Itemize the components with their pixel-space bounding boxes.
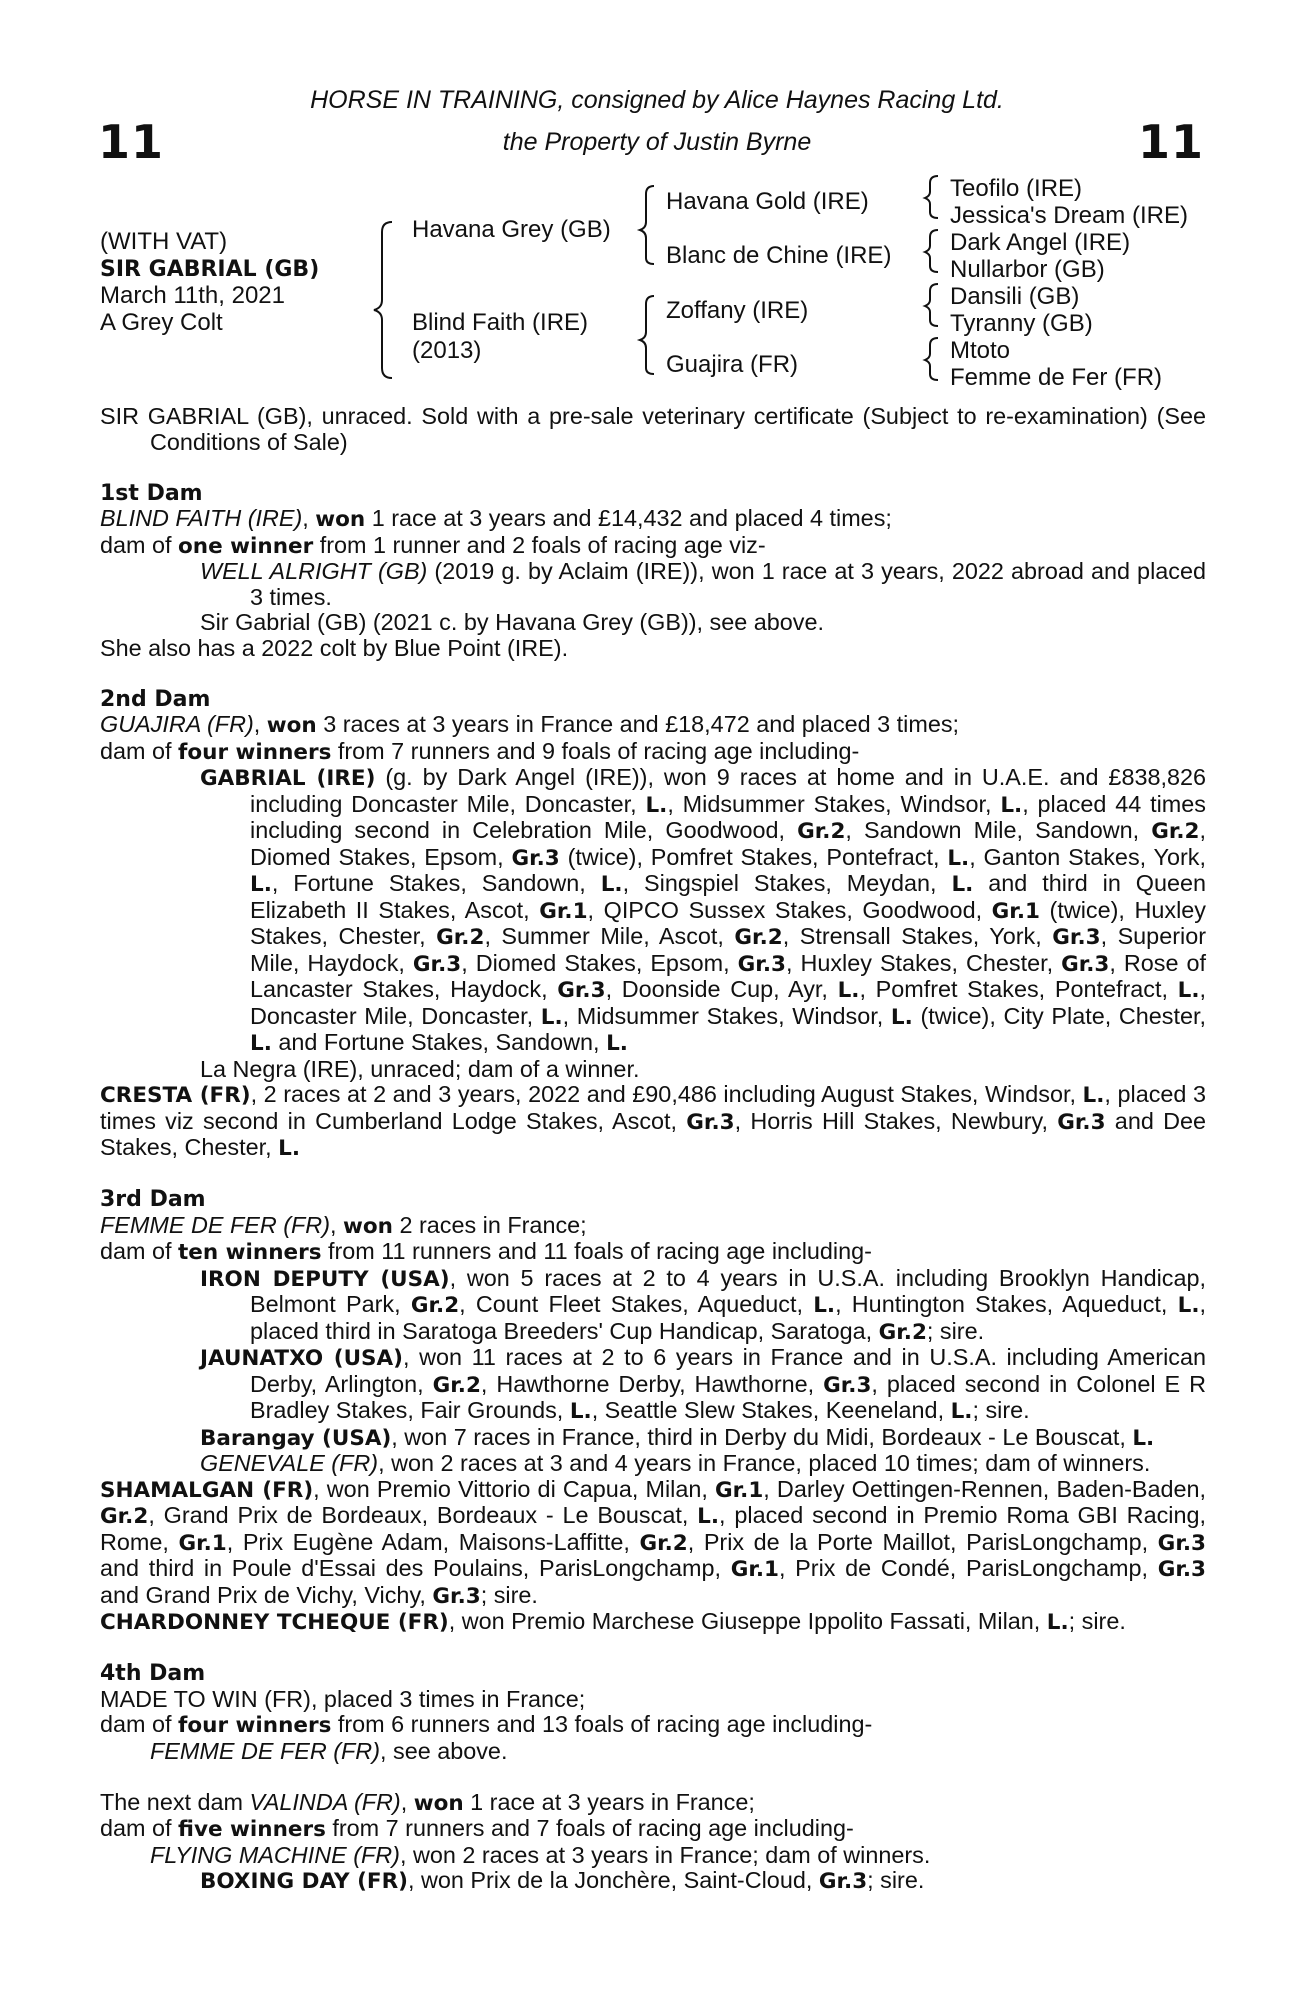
text-run: , won Prix de la Jonchère, Saint-Cloud, [407, 1867, 819, 1893]
dam-sections [100, 455, 1206, 1895]
horse-description: A Grey Colt [100, 309, 223, 336]
text-run: from 6 runners and 13 foals of racing age including- [331, 1711, 873, 1737]
text-run: dam of [100, 1815, 179, 1841]
ggp-mtoto: Mtoto [950, 337, 1011, 364]
text-run: from 7 runners and 9 foals of racing age including- [331, 737, 860, 764]
bold-text: SHAMALGAN (FR) [100, 1477, 314, 1503]
bold-text: Gr.3 [1052, 925, 1101, 950]
bold-text: Gr.2 [432, 1372, 481, 1398]
text-run: and Dee Stakes, Chester, [100, 1107, 1206, 1160]
text-run: ; sire. [867, 1867, 925, 1893]
bold-text: won [343, 1213, 393, 1239]
consignor-line: HORSE IN TRAINING, consigned by Alice Haynes Racing Ltd. [310, 86, 1004, 114]
section-heading: 4th Dam [100, 1661, 206, 1686]
text-run: , Midsummer Stakes, Windsor, [562, 1002, 891, 1029]
text-run: , won 2 races at 3 years in France; dam of winners. [399, 1841, 931, 1868]
section-spacer [100, 455, 1206, 481]
bold-text: BOXING DAY (FR) [200, 1869, 408, 1894]
section-heading: 1st Dam [100, 480, 203, 506]
text-run: , won Premio Marchese Giuseppe Ippolito Fassati, Milan, [448, 1608, 1047, 1634]
lot-number-right: 11 [1137, 115, 1204, 169]
text-run: (twice), City Plate, Chester, [912, 1002, 1206, 1029]
text-run: and Grand Prix de Vichy, Vichy, [100, 1581, 433, 1608]
text-run: dam of [100, 737, 179, 764]
text-run: dam of [100, 531, 179, 558]
italic-name: FLYING MACHINE (FR) [150, 1841, 400, 1868]
pedigree-entry [100, 1609, 1206, 1636]
text-run: 1 race at 3 years and £14,432 and placed 4 times; [365, 505, 892, 531]
dam-name: Blind Faith (IRE) [412, 309, 589, 336]
pedigree-entry [100, 1739, 1206, 1765]
bold-text: ten winners [178, 1240, 322, 1265]
text-run: Sir Gabrial (GB) (2021 c. by Havana Grey (GB)), see above. [200, 609, 824, 635]
text-run: , Doncaster Mile, Doncaster, [250, 976, 1207, 1029]
pedigree-entry [100, 765, 1206, 1057]
bold-text: four winners [178, 739, 332, 765]
pedigree-entry [100, 636, 1206, 662]
bold-text: Gr.3 [737, 951, 786, 977]
bold-text: one winner [178, 533, 314, 559]
bold-text: Gr.1 [539, 898, 588, 924]
text-run: , Darley Oettingen-Rennen, Baden-Baden, [763, 1475, 1206, 1502]
bold-text: Gr.2 [797, 819, 846, 844]
bold-text: CHARDONNEY TCHEQUE (FR) [100, 1610, 449, 1635]
pedigree-entry [100, 1057, 1206, 1083]
pedigree-entry [100, 506, 1206, 533]
text-run: from 11 runners and 11 foals of racing age including- [321, 1238, 872, 1264]
italic-name: FEMME DE FER (FR) [150, 1737, 380, 1764]
text-run: , Sandown Mile, Sandown, [845, 817, 1152, 843]
bold-text: L. [813, 1293, 836, 1318]
bold-text: Gr.3 [686, 1109, 735, 1135]
dam-section [100, 1790, 1206, 1895]
bold-text: Gr.1 [178, 1530, 227, 1556]
text-run: , [400, 1788, 414, 1815]
pedigree-entry [100, 1868, 1206, 1895]
ggp-femme-de-fer: Femme de Fer (FR) [950, 364, 1163, 391]
bold-text: L. [250, 872, 272, 897]
bold-text: Gr.1 [714, 1477, 764, 1503]
text-run: , Ganton Stakes, York, [969, 843, 1206, 870]
pedigree-entry [100, 1477, 1206, 1610]
pedigree-entry [100, 1266, 1206, 1346]
text-run: , Seattle Slew Stakes, Keeneland, [591, 1397, 951, 1423]
bold-text: Barangay (USA) [200, 1425, 392, 1451]
pedigree-entry [100, 1687, 1206, 1713]
text-run: (twice), Huxley Stakes, Chester, [250, 896, 1206, 949]
bold-text: Gr.3 [412, 951, 462, 977]
text-run: , Prix de la Porte Maillot, ParisLongchamp, [687, 1528, 1158, 1555]
text-run: dam of [100, 1238, 179, 1264]
pedigree-entry [100, 1345, 1206, 1425]
text-run: , Summer Mile, Ascot, [484, 923, 735, 949]
text-run: , won 11 races at 2 to 6 years in France and in U.S.A. including American Derby, Arlington, [250, 1344, 1206, 1397]
bold-text: won [315, 507, 366, 532]
text-run: 2 races in France; [392, 1211, 587, 1238]
text-run: , placed second in Colonel E R Bradley Stakes, Fair Grounds, [250, 1370, 1206, 1423]
bold-text: Gr.3 [432, 1583, 481, 1609]
pedigree-entry [100, 1425, 1206, 1452]
text-run: , Diomed Stakes, Epsom, [250, 817, 1206, 870]
section-spacer [100, 1764, 1206, 1790]
bold-text: Gr.3 [823, 1372, 872, 1398]
text-run: , Huntington Stakes, Aqueduct, [835, 1291, 1178, 1317]
bold-text: L. [1177, 978, 1200, 1003]
pedigree-entry [100, 1790, 1206, 1817]
bold-text: L. [950, 1399, 973, 1424]
text-run: , Prix de Condé, ParisLongchamp, [779, 1555, 1158, 1581]
text-run: La Negra (IRE), unraced; dam of a winner. [200, 1055, 640, 1082]
text-run: ; sire. [972, 1397, 1030, 1423]
bold-text: GABRIAL (IRE) [200, 766, 376, 791]
bold-text: Gr.3 [1061, 951, 1110, 977]
bold-text: L. [278, 1136, 300, 1161]
text-run: , won Premio Vittorio di Capua, Milan, [313, 1475, 715, 1502]
text-run: , Grand Prix de Bordeaux, Bordeaux - Le Bouscat, [148, 1502, 698, 1528]
text-run: , won 2 races at 3 and 4 years in France, placed 10 times; dam of winners. [378, 1450, 1151, 1476]
bold-text: Gr.2 [639, 1530, 688, 1556]
bold-text: L. [1000, 792, 1023, 818]
text-run: , Midsummer Stakes, Windsor, [667, 790, 1001, 817]
bold-text: L. [250, 1031, 272, 1056]
bold-text: L. [600, 872, 623, 897]
sire-name: Havana Grey (GB) [412, 216, 611, 243]
lot-number-left: 11 [98, 115, 165, 169]
text-run: from 7 runners and 7 foals of racing age including- [325, 1815, 854, 1841]
intro-paragraph: SIR GABRIAL (GB), unraced. Sold with a pre-sale veterinary certificate (Subject to re-examination) (See Conditions of Sale) [100, 403, 1206, 455]
bold-text: L. [1082, 1083, 1105, 1108]
text-run: , see above. [380, 1737, 508, 1764]
bold-text: Gr.3 [511, 845, 560, 871]
bold-text: L. [1132, 1425, 1155, 1451]
text-run: dam of [100, 1711, 179, 1737]
text-run: , 2 races at 2 and 3 years, 2022 and £90,486 including August Stakes, Windsor, [250, 1081, 1083, 1107]
bold-text: Gr.3 [557, 978, 606, 1003]
dam-section [100, 1661, 1206, 1764]
text-run: , Huxley Stakes, Chester, [785, 949, 1062, 976]
text-run: She also has a 2022 colt by Blue Point (IRE). [100, 634, 569, 661]
bold-text: L. [837, 978, 860, 1003]
text-run: , Diomed Stakes, Epsom, [461, 949, 738, 976]
text-run: and third in Queen Elizabeth II Stakes, Ascot, [250, 870, 1206, 923]
text-run: , Superior Mile, Haydock, [250, 923, 1206, 976]
section-heading: 2nd Dam [100, 686, 211, 712]
dam-section [100, 1187, 1206, 1636]
text-run: , Count Fleet Stakes, Aqueduct, [459, 1291, 814, 1317]
ggp-teofilo: Teofilo (IRE) [950, 175, 1083, 202]
bold-text: L. [1177, 1293, 1200, 1318]
ggp-tyranny: Tyranny (GB) [950, 310, 1093, 337]
bold-text: Gr.1 [991, 898, 1040, 924]
bold-text: L. [540, 1004, 563, 1030]
text-run: The next dam [100, 1788, 250, 1815]
vat-label: (WITH VAT) [100, 228, 228, 255]
bold-text: L. [645, 792, 668, 818]
text-run: ; sire. [1068, 1608, 1126, 1634]
text-run: , placed second in Premio Roma GBI Racing, Rome, [100, 1502, 1206, 1555]
bold-text: Gr.2 [436, 925, 485, 950]
bold-text: L. [890, 1004, 913, 1030]
text-run: , Fortune Stakes, Sandown, [271, 870, 601, 896]
dam-section [100, 481, 1206, 662]
pedigree-entry [100, 533, 1206, 560]
bold-text: four winners [178, 1713, 332, 1738]
sire-sire-name: Havana Gold (IRE) [666, 188, 869, 215]
foaled-date: March 11th, 2021 [100, 282, 286, 309]
bold-text: L. [1046, 1610, 1069, 1635]
sire-dam-name: Blanc de Chine (IRE) [666, 242, 892, 269]
text-run: , Strensall Stakes, York, [782, 923, 1053, 949]
pedigree-entry [100, 1843, 1206, 1869]
bold-text: L. [697, 1504, 720, 1529]
text-run: , won 5 races at 2 to 4 years in U.S.A. including Brooklyn Handicap, Belmont Park, [250, 1264, 1206, 1317]
section-spacer [100, 1636, 1206, 1662]
text-run: , Prix Eugène Adam, Maisons-Laffitte, [226, 1528, 640, 1555]
ggp-jessicas-dream: Jessica's Dream (IRE) [950, 202, 1188, 229]
pedigree-entry [100, 1712, 1206, 1739]
text-run: ; sire. [926, 1317, 985, 1344]
bold-text: L. [947, 845, 970, 871]
bold-text: L. [606, 1031, 628, 1056]
bold-text: Gr.2 [410, 1293, 460, 1318]
italic-name: GENEVALE (FR) [200, 1450, 379, 1476]
section-spacer [100, 661, 1206, 687]
text-run: from 1 runner and 2 foals of racing age viz- [313, 531, 766, 558]
italic-name: WELL ALRIGHT (GB) [200, 558, 428, 584]
bold-text: Gr.2 [878, 1319, 927, 1345]
text-run: , placed 44 times including second in Celebration Mile, Goodwood, [250, 790, 1206, 843]
text-run: and third in Poule d'Essai des Poulains, ParisLongchamp, [100, 1555, 731, 1581]
dam-section [100, 687, 1206, 1162]
text-run: (g. by Dark Angel (IRE)), won 9 races at home and in U.A.E. and £838,826 including Doncaster Mile, Doncaster, [250, 764, 1206, 817]
section-spacer [100, 1162, 1206, 1188]
italic-name: GUAJIRA (FR) [100, 711, 254, 737]
text-run: MADE TO WIN (FR), placed 3 times in France; [100, 1685, 586, 1712]
text-run: 1 race at 3 years in France; [463, 1788, 755, 1815]
pedigree-entry [100, 739, 1206, 766]
bold-text: won [413, 1790, 464, 1816]
bold-text: Gr.2 [100, 1504, 149, 1529]
ggp-dark-angel: Dark Angel (IRE) [950, 229, 1131, 256]
bold-text: Gr.3 [818, 1869, 868, 1894]
dam-sire-name: Zoffany (IRE) [666, 297, 809, 324]
bold-text: Gr.2 [1151, 819, 1200, 844]
dam-dam-name: Guajira (FR) [666, 351, 799, 378]
text-run: , Horris Hill Stakes, Newbury, [734, 1107, 1058, 1134]
bold-text: Gr.3 [1157, 1557, 1206, 1582]
pedigree-notes [100, 404, 1206, 1895]
horse-name: SIR GABRIAL (GB) [100, 257, 320, 282]
bold-text: L. [569, 1399, 592, 1424]
bold-text: JAUNATXO (USA) [200, 1346, 403, 1371]
text-run: , Singspiel Stakes, Meydan, [622, 870, 952, 896]
text-run: , [253, 711, 267, 737]
text-run: (2019 g. by Aclaim (IRE)), won 1 race at 3 years, 2022 abroad and placed 3 times. [250, 558, 1206, 610]
pedigree-entry [100, 1213, 1206, 1240]
bold-text: CRESTA (FR) [100, 1083, 251, 1108]
text-run: (twice), Pomfret Stakes, Pontefract, [559, 843, 948, 870]
pedigree-entry [100, 1451, 1206, 1477]
bold-text: Gr.1 [730, 1557, 779, 1582]
text-run: , won 7 races in France, third in Derby du Midi, Bordeaux - Le Bouscat, [391, 1423, 1133, 1450]
pedigree-brackets [0, 0, 1314, 400]
bold-text: Gr.2 [734, 925, 783, 950]
bold-text: L. [951, 872, 974, 897]
text-run: , Pomfret Stakes, Pontefract, [859, 976, 1178, 1002]
text-run: 3 races at 3 years in France and £18,472 and placed 3 times; [316, 711, 960, 737]
bold-text: Gr.3 [1057, 1109, 1106, 1135]
italic-name: FEMME DE FER (FR) [100, 1211, 330, 1238]
text-run: and Fortune Stakes, Sandown, [271, 1029, 607, 1055]
text-run: , placed 3 times viz second in Cumberland Lodge Stakes, Ascot, [100, 1081, 1206, 1134]
text-run: , placed third in Saratoga Breeders' Cup Handicap, Saratoga, [250, 1291, 1207, 1344]
pedigree-entry [100, 1239, 1206, 1266]
text-run: , Doonside Cup, Ayr, [605, 976, 838, 1002]
pedigree-entry [100, 1082, 1206, 1162]
italic-name: BLIND FAITH (IRE) [100, 505, 303, 531]
section-heading: 3rd Dam [100, 1187, 206, 1212]
pedigree-entry [100, 559, 1206, 610]
property-line: the Property of Justin Byrne [502, 128, 812, 156]
ggp-dansili: Dansili (GB) [950, 283, 1080, 310]
bold-text: IRON DEPUTY (USA) [200, 1266, 450, 1292]
italic-name: VALINDA (FR) [249, 1788, 401, 1815]
text-run: , [302, 505, 316, 531]
bold-text: Gr.3 [1157, 1530, 1206, 1556]
ggp-nullarbor: Nullarbor (GB) [950, 256, 1105, 283]
bold-text: five winners [178, 1817, 326, 1842]
text-run: , Rose of Lancaster Stakes, Haydock, [250, 949, 1207, 1002]
bold-text: won [266, 713, 317, 738]
pedigree-entry [100, 712, 1206, 739]
text-run: , QIPCO Sussex Stakes, Goodwood, [587, 896, 992, 923]
text-run: , [330, 1211, 343, 1238]
text-run: ; sire. [480, 1581, 538, 1608]
pedigree-entry [100, 610, 1206, 636]
pedigree-entry [100, 1816, 1206, 1843]
text-run: , Hawthorne Derby, Hawthorne, [480, 1370, 824, 1397]
dam-year: (2013) [412, 337, 482, 364]
